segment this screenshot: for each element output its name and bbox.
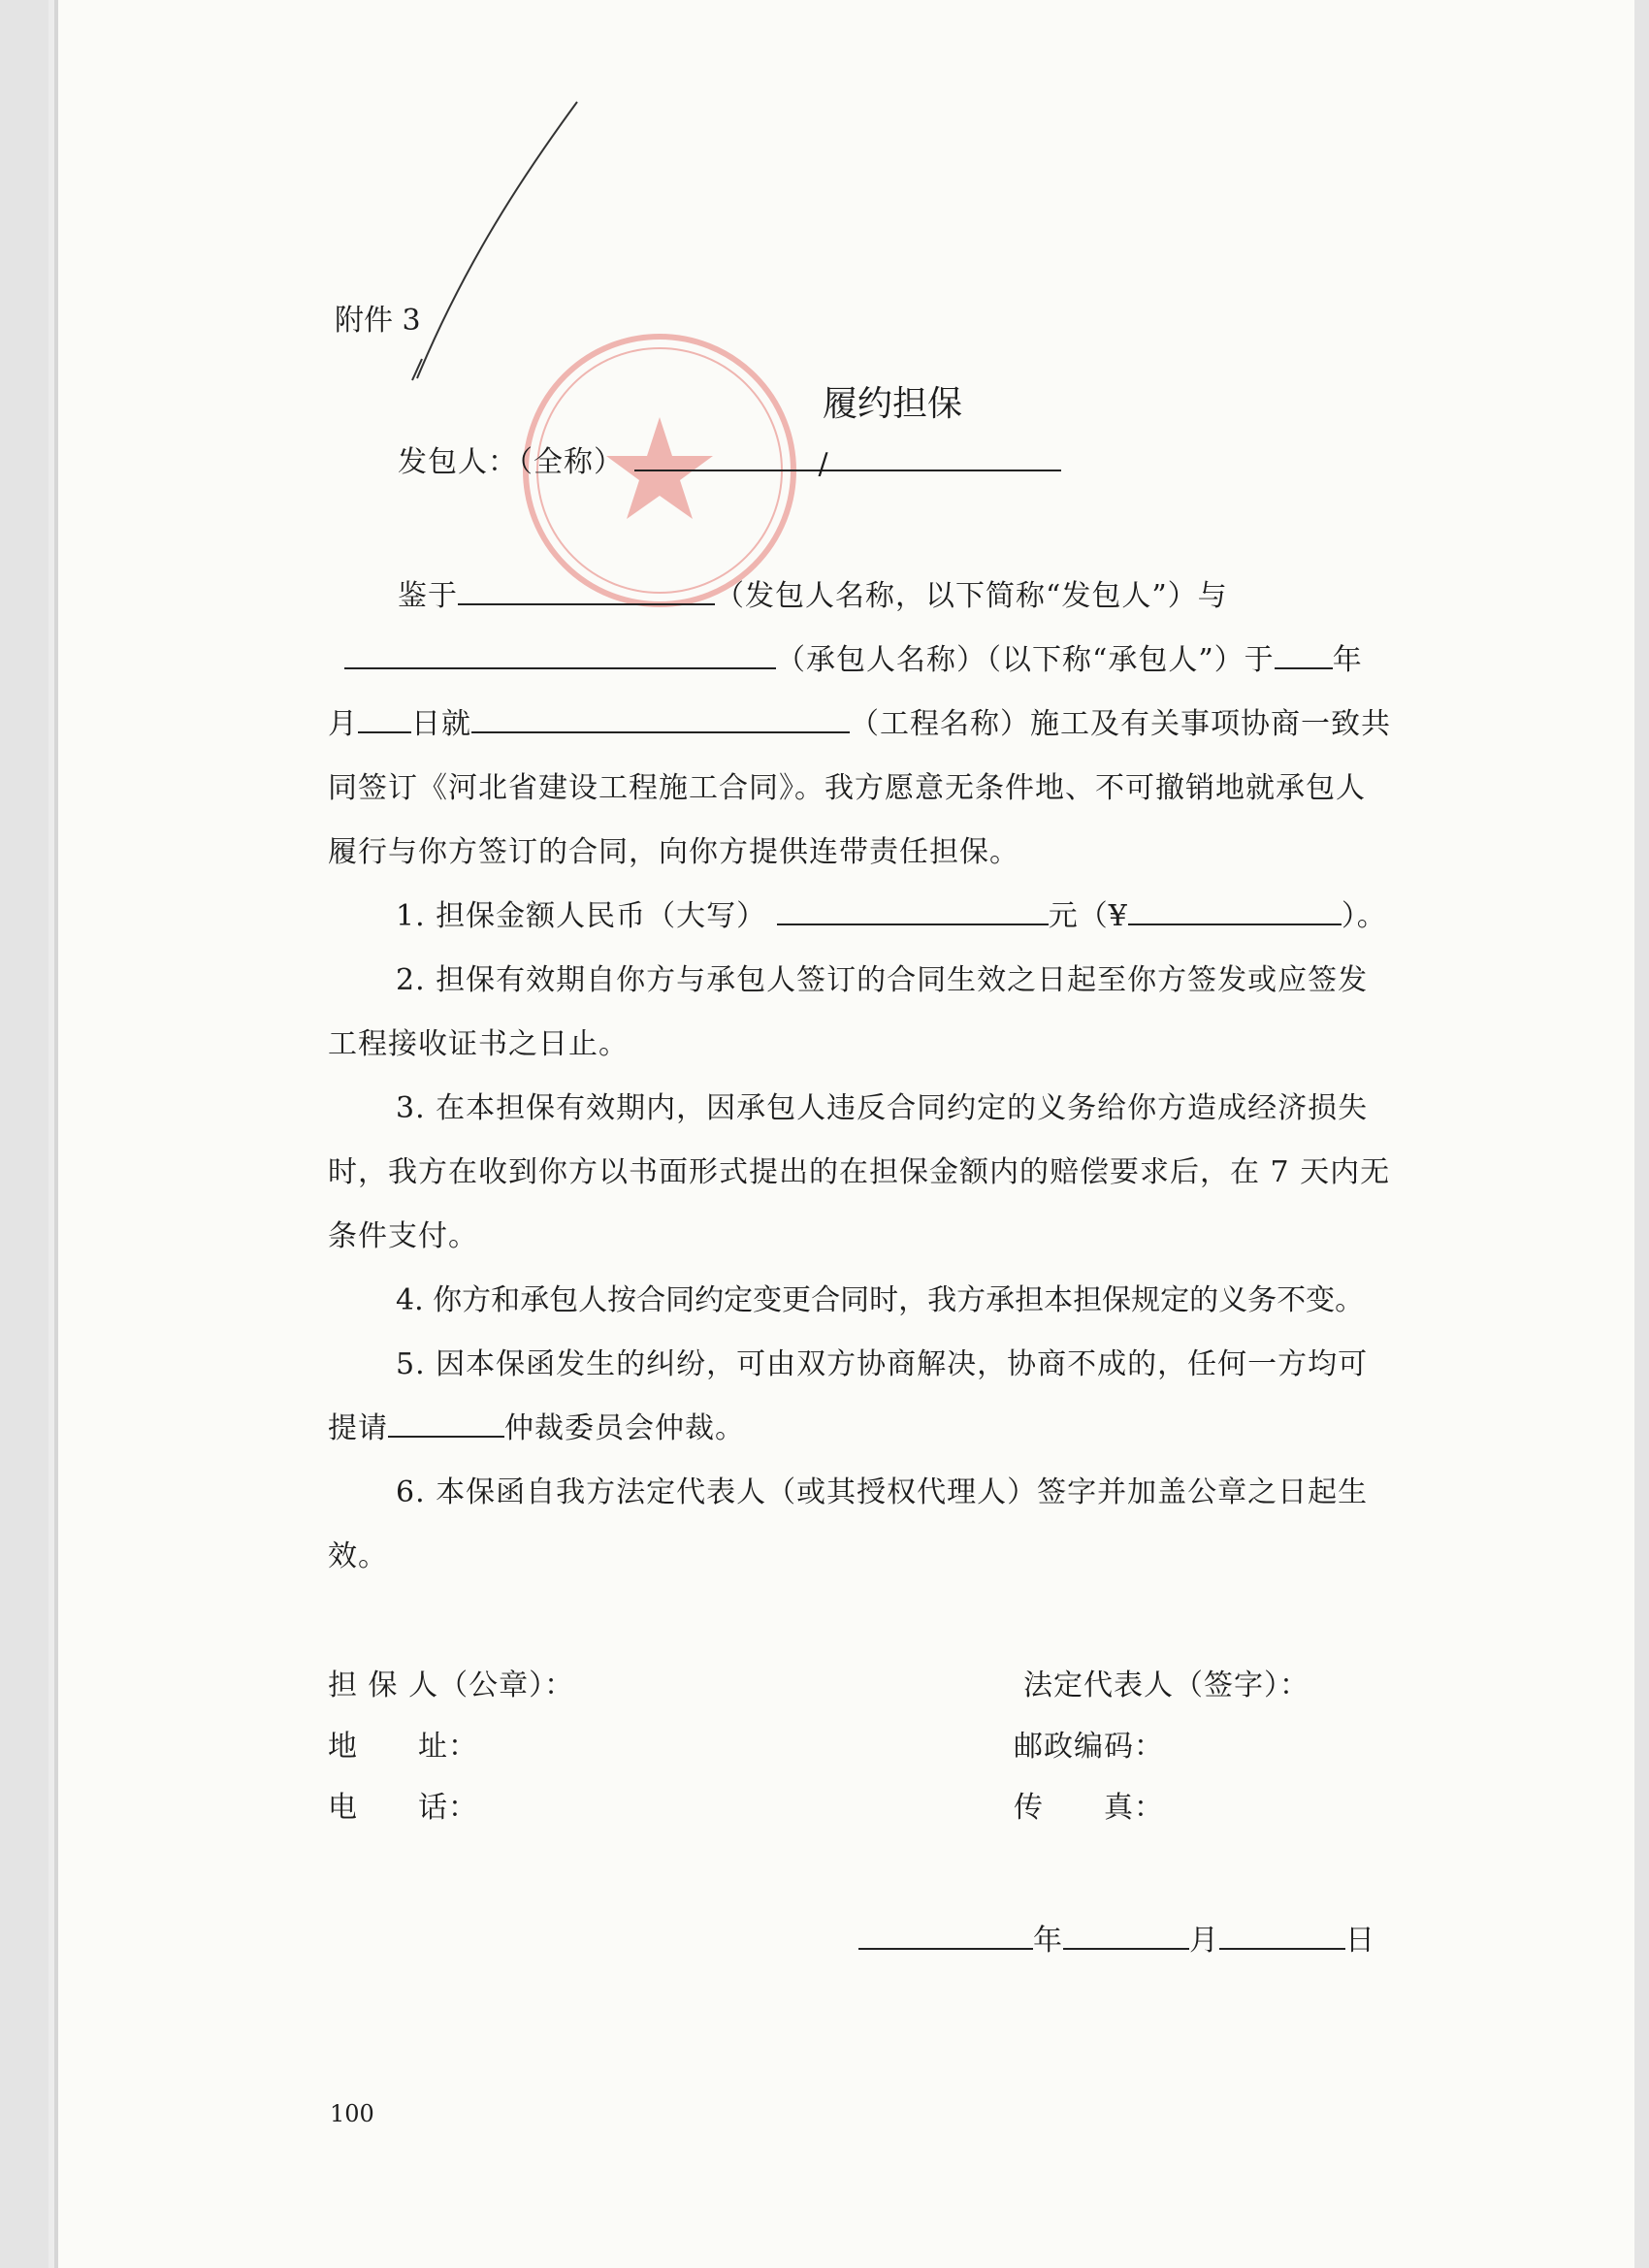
- text-span: 年: [1332, 643, 1363, 677]
- employer-slash: /: [818, 447, 829, 481]
- year-blank: [858, 1919, 1033, 1950]
- item-6-line: 效。: [328, 1539, 388, 1573]
- paragraph-line: [398, 565, 1228, 629]
- project-name-blank: [471, 702, 850, 733]
- employer-label: 发包人：（全称）: [398, 445, 624, 479]
- item-2-line: 工程接收证书之日止。: [328, 1027, 629, 1061]
- document-page: [58, 0, 1634, 2268]
- item-4-line: 4. 你方和承包人按合同约定变更合同时，我方承担本担保规定的义务不变。: [396, 1283, 1365, 1317]
- paragraph-line: 履行与你方签订的合同，向你方提供连带责任担保。: [328, 835, 1019, 869]
- guarantor-seal-label: 担 保 人（公章）：: [328, 1669, 575, 1702]
- employer-name-blank: [458, 574, 715, 605]
- year-label: 年: [1033, 1924, 1063, 1958]
- paragraph-line: [328, 693, 1391, 757]
- text-span: （工程名称）施工及有关事项协商一致共: [850, 707, 1391, 741]
- attachment-label: 附件 3: [335, 304, 421, 338]
- address-label: 地 址：: [328, 1730, 478, 1764]
- amount-number-blank: [1128, 894, 1342, 925]
- fax-label: 传 真：: [1014, 1791, 1164, 1825]
- month-blank: [1063, 1919, 1189, 1950]
- text-span: 仲裁委员会仲裁。: [504, 1411, 745, 1445]
- text-span: 月: [328, 707, 358, 741]
- item-3-line: 时，我方在收到你方以书面形式提出的在担保金额内的赔偿要求后，在 7 天内无: [328, 1155, 1391, 1189]
- month-label: 月: [1189, 1924, 1219, 1958]
- item-5-line: 5. 因本保函发生的纠纷，可由双方协商解决，协商不成的，任何一方均可: [396, 1347, 1369, 1381]
- item-3-line: 条件支付。: [328, 1219, 478, 1253]
- year-blank: [1275, 638, 1333, 669]
- text-span: 鉴于: [398, 579, 458, 613]
- employer-name-blank: [634, 440, 1061, 481]
- phone-label: 电 话：: [328, 1791, 478, 1825]
- paragraph-line: [344, 629, 1363, 693]
- month-blank: [358, 702, 411, 733]
- page-number: 100: [330, 2100, 374, 2127]
- item-3-line: 3. 在本担保有效期内，因承包人违反合同约定的义务给你方造成经济损失: [396, 1091, 1369, 1125]
- text-span: 日就: [411, 707, 471, 741]
- arbitration-blank: [388, 1407, 504, 1438]
- employer-line: [398, 431, 1061, 495]
- date-line: [858, 1909, 1375, 1973]
- item-1-line: [396, 885, 1387, 949]
- item-5-line: [328, 1397, 745, 1461]
- legal-rep-signature-label: 法定代表人（签字）：: [1023, 1669, 1310, 1702]
- postcode-label: 邮政编码：: [1014, 1730, 1164, 1764]
- text-span: 元（¥: [1048, 899, 1128, 933]
- paragraph-line: 同签订《河北省建设工程施工合同》。我方愿意无条件地、不可撤销地就承包人: [328, 771, 1366, 805]
- document-title: 履约担保: [823, 384, 963, 424]
- text-span: （承包人名称）（以下称“承包人”）于: [776, 643, 1275, 677]
- day-blank: [1219, 1919, 1345, 1950]
- item-2-line: 2. 担保有效期自你方与承包人签订的合同生效之日起至你方签发或应签发: [396, 963, 1369, 997]
- text-span: 1. 担保金额人民币（大写）: [396, 899, 767, 933]
- amount-words-blank: [777, 894, 1049, 925]
- text-span: 提请: [328, 1411, 388, 1445]
- day-label: 日: [1345, 1924, 1375, 1958]
- contractor-name-blank: [344, 638, 776, 669]
- item-6-line: 6. 本保函自我方法定代表人（或其授权代理人）签字并加盖公章之日起生: [396, 1475, 1369, 1509]
- text-span: ）。: [1341, 899, 1387, 933]
- text-span: （发包人名称，以下简称“发包人”）与: [715, 579, 1228, 613]
